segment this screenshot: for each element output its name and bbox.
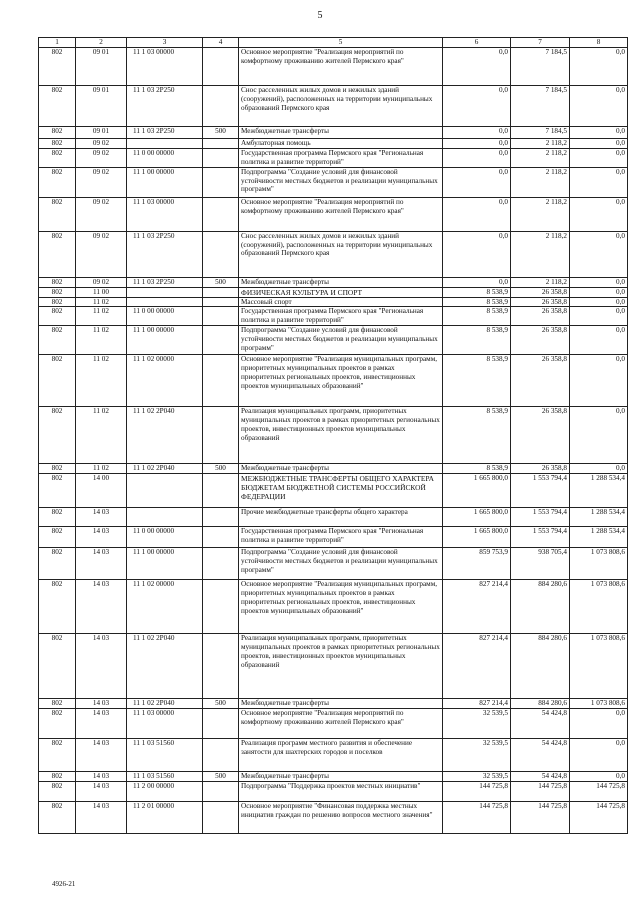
cell-target-article: 11 1 02 2Р040 (127, 634, 203, 699)
cell-expense-type: 500 (203, 127, 239, 139)
cell-target-article: 11 1 02 00000 (127, 355, 203, 407)
table-row (39, 801, 628, 833)
cell-name: Реализация программ местного развития и обеспечение занятости для шахтерских городов и поселков (239, 738, 443, 771)
cell-amount-col7: 54 424,8 (511, 708, 570, 738)
column-header: 7 (511, 38, 570, 48)
cell-amount-col7: 2 118,2 (511, 148, 570, 167)
table-row (39, 307, 628, 326)
cell-admin-code: 802 (39, 277, 76, 287)
cell-amount-col7: 26 358,8 (511, 287, 570, 297)
cell-target-article: 11 1 03 00000 (127, 48, 203, 86)
column-header-row (39, 38, 628, 48)
cell-admin-code: 802 (39, 326, 76, 355)
cell-target-article: 11 1 02 2Р040 (127, 464, 203, 474)
cell-amount-col6: 32 539,5 (443, 738, 511, 771)
cell-target-article: 11 0 00 00000 (127, 307, 203, 326)
cell-admin-code: 802 (39, 297, 76, 307)
cell-amount-col7: 7 184,5 (511, 127, 570, 139)
cell-admin-code: 802 (39, 355, 76, 407)
cell-amount-col6: 0,0 (443, 148, 511, 167)
cell-name: Государственная программа Пермского края "Региональная политика и развитие территорий" (239, 527, 443, 548)
cell-amount-col6: 827 214,4 (443, 634, 511, 699)
cell-amount-col8: 0,0 (570, 355, 628, 407)
table-row (39, 355, 628, 407)
column-header: 8 (570, 38, 628, 48)
cell-name: МЕЖБЮДЖЕТНЫЕ ТРАНСФЕРТЫ ОБЩЕГО ХАРАКТЕРА БЮДЖЕТАМ БЮДЖЕТНОЙ СИСТЕМЫ РОССИЙСКОЙ ФЕДЕРАЦИИ (239, 474, 443, 508)
cell-target-article: 11 1 03 51560 (127, 771, 203, 781)
cell-name: Государственная программа Пермского края "Региональная политика и развитие территорий" (239, 148, 443, 167)
cell-amount-col7: 26 358,8 (511, 326, 570, 355)
cell-target-article: 11 1 03 2Р250 (127, 86, 203, 127)
cell-expense-type (203, 407, 239, 464)
table-row (39, 297, 628, 307)
cell-amount-col6: 0,0 (443, 167, 511, 197)
cell-name: Межбюджетные трансферты (239, 771, 443, 781)
cell-target-article: 11 1 00 00000 (127, 326, 203, 355)
cell-admin-code: 802 (39, 139, 76, 149)
cell-admin-code: 802 (39, 548, 76, 580)
cell-amount-col8: 144 725,8 (570, 781, 628, 801)
cell-amount-col7: 26 358,8 (511, 464, 570, 474)
cell-section: 14 00 (76, 474, 127, 508)
table-row (39, 771, 628, 781)
cell-section: 09 02 (76, 167, 127, 197)
table-row (39, 139, 628, 149)
cell-amount-col6: 0,0 (443, 48, 511, 86)
cell-expense-type (203, 197, 239, 231)
cell-amount-col6: 1 665 800,0 (443, 474, 511, 508)
cell-target-article: 11 1 03 00000 (127, 708, 203, 738)
table-row (39, 548, 628, 580)
cell-target-article (127, 287, 203, 297)
cell-amount-col8: 0,0 (570, 231, 628, 277)
cell-section: 11 02 (76, 307, 127, 326)
cell-amount-col7: 1 553 794,4 (511, 527, 570, 548)
cell-name: Снос расселенных жилых домов и нежилых зданий (сооружений), расположенных на территории муниципальных образований Пермского края (239, 231, 443, 277)
page-number: 5 (317, 10, 323, 21)
cell-section: 14 03 (76, 508, 127, 527)
table-row (39, 197, 628, 231)
cell-amount-col6: 8 538,9 (443, 407, 511, 464)
column-header: 2 (76, 38, 127, 48)
cell-section: 11 02 (76, 326, 127, 355)
cell-amount-col8: 0,0 (570, 48, 628, 86)
cell-admin-code: 802 (39, 407, 76, 464)
cell-expense-type (203, 708, 239, 738)
cell-expense-type (203, 355, 239, 407)
cell-amount-col6: 0,0 (443, 231, 511, 277)
cell-amount-col7: 2 118,2 (511, 197, 570, 231)
table-row (39, 708, 628, 738)
cell-name: Снос расселенных жилых домов и нежилых зданий (сооружений), расположенных на территории муниципальных образований Пермского края (239, 86, 443, 127)
cell-admin-code: 802 (39, 464, 76, 474)
table-row (39, 127, 628, 139)
table-row (39, 326, 628, 355)
cell-section: 11 02 (76, 297, 127, 307)
cell-admin-code: 802 (39, 127, 76, 139)
cell-admin-code: 802 (39, 508, 76, 527)
cell-section: 14 03 (76, 634, 127, 699)
cell-name: Основное мероприятие "Реализация мероприятий по комфортному проживанию жителей Пермского края" (239, 48, 443, 86)
cell-amount-col7: 1 553 794,4 (511, 508, 570, 527)
cell-amount-col8: 0,0 (570, 708, 628, 738)
cell-target-article (127, 508, 203, 527)
cell-amount-col7: 26 358,8 (511, 307, 570, 326)
table-row (39, 407, 628, 464)
cell-amount-col8: 1 073 808,6 (570, 634, 628, 699)
cell-expense-type (203, 527, 239, 548)
cell-target-article: 11 1 03 2Р250 (127, 127, 203, 139)
cell-amount-col8: 0,0 (570, 738, 628, 771)
cell-target-article: 11 1 03 2Р250 (127, 231, 203, 277)
cell-amount-col6: 1 665 800,0 (443, 508, 511, 527)
cell-expense-type: 500 (203, 464, 239, 474)
cell-admin-code: 802 (39, 307, 76, 326)
cell-admin-code: 802 (39, 708, 76, 738)
cell-amount-col7: 26 358,8 (511, 407, 570, 464)
cell-expense-type (203, 801, 239, 833)
cell-expense-type: 500 (203, 277, 239, 287)
table-row (39, 634, 628, 699)
cell-amount-col8: 1 288 534,4 (570, 474, 628, 508)
cell-amount-col7: 884 280,6 (511, 580, 570, 634)
cell-target-article: 11 1 03 00000 (127, 197, 203, 231)
cell-admin-code: 802 (39, 148, 76, 167)
table-row (39, 287, 628, 297)
cell-target-article: 11 1 02 2Р040 (127, 699, 203, 709)
column-header: 1 (39, 38, 76, 48)
cell-amount-col6: 8 538,9 (443, 326, 511, 355)
cell-amount-col7: 144 725,8 (511, 801, 570, 833)
cell-admin-code: 802 (39, 86, 76, 127)
cell-expense-type (203, 307, 239, 326)
cell-section: 11 00 (76, 287, 127, 297)
table-row (39, 48, 628, 86)
cell-amount-col8: 0,0 (570, 326, 628, 355)
cell-admin-code: 802 (39, 167, 76, 197)
cell-name: Основное мероприятие "Реализация мероприятий по комфортному проживанию жителей Пермского края" (239, 197, 443, 231)
cell-target-article (127, 474, 203, 508)
cell-amount-col8: 0,0 (570, 86, 628, 127)
cell-expense-type: 500 (203, 771, 239, 781)
cell-admin-code: 802 (39, 781, 76, 801)
cell-name: Реализация муниципальных программ, приоритетных муниципальных проектов в рамках приоритетных региональных проектов, инвестиционных проектов муниципальных образований (239, 634, 443, 699)
cell-expense-type (203, 48, 239, 86)
cell-target-article (127, 297, 203, 307)
cell-amount-col6: 8 538,9 (443, 287, 511, 297)
cell-expense-type: 500 (203, 699, 239, 709)
cell-amount-col8: 0,0 (570, 127, 628, 139)
cell-amount-col8: 1 288 534,4 (570, 508, 628, 527)
cell-name: ФИЗИЧЕСКАЯ КУЛЬТУРА И СПОРТ (239, 287, 443, 297)
cell-target-article: 11 1 02 2Р040 (127, 407, 203, 464)
cell-amount-col8: 1 073 808,6 (570, 548, 628, 580)
cell-amount-col7: 26 358,8 (511, 297, 570, 307)
cell-target-article: 11 1 02 00000 (127, 580, 203, 634)
cell-amount-col6: 1 665 800,0 (443, 527, 511, 548)
cell-expense-type (203, 148, 239, 167)
cell-amount-col8: 0,0 (570, 297, 628, 307)
cell-name: Подпрограмма "Создание условий для финансовой устойчивости местных бюджетов и реализации муниципальных программ" (239, 167, 443, 197)
cell-amount-col7: 2 118,2 (511, 167, 570, 197)
cell-section: 14 03 (76, 801, 127, 833)
cell-admin-code: 802 (39, 527, 76, 548)
cell-amount-col8: 0,0 (570, 277, 628, 287)
cell-amount-col8: 0,0 (570, 167, 628, 197)
cell-expense-type (203, 297, 239, 307)
cell-target-article: 11 0 00 00000 (127, 527, 203, 548)
cell-amount-col8: 0,0 (570, 139, 628, 149)
table-row (39, 148, 628, 167)
cell-amount-col6: 32 539,5 (443, 771, 511, 781)
cell-amount-col7: 938 705,4 (511, 548, 570, 580)
cell-target-article (127, 139, 203, 149)
cell-admin-code: 802 (39, 231, 76, 277)
cell-target-article: 11 1 00 00000 (127, 167, 203, 197)
cell-expense-type (203, 231, 239, 277)
table-row (39, 508, 628, 527)
cell-name: Основное мероприятие "Реализация муниципальных программ, приоритетных муниципальных проектов в рамках приоритетных региональных проектов, инвестиционных проектов муниципальных образований" (239, 355, 443, 407)
cell-admin-code: 802 (39, 738, 76, 771)
cell-section: 09 01 (76, 127, 127, 139)
column-header: 4 (203, 38, 239, 48)
cell-amount-col7: 54 424,8 (511, 738, 570, 771)
cell-amount-col8: 0,0 (570, 148, 628, 167)
cell-name: Основное мероприятие "Реализация мероприятий по комфортному проживанию жителей Пермского края" (239, 708, 443, 738)
cell-name: Межбюджетные трансферты (239, 127, 443, 139)
table-row (39, 699, 628, 709)
cell-amount-col8: 0,0 (570, 407, 628, 464)
cell-amount-col6: 8 538,9 (443, 297, 511, 307)
cell-expense-type (203, 326, 239, 355)
cell-amount-col6: 859 753,9 (443, 548, 511, 580)
table-row (39, 277, 628, 287)
cell-admin-code: 802 (39, 287, 76, 297)
cell-amount-col7: 884 280,6 (511, 634, 570, 699)
cell-expense-type (203, 167, 239, 197)
cell-name: Массовый спорт (239, 297, 443, 307)
cell-section: 14 03 (76, 699, 127, 709)
cell-amount-col7: 2 118,2 (511, 277, 570, 287)
cell-section: 11 02 (76, 355, 127, 407)
table-row (39, 231, 628, 277)
cell-section: 09 02 (76, 231, 127, 277)
cell-amount-col8: 0,0 (570, 464, 628, 474)
cell-name: Основное мероприятие "Реализация муниципальных программ, приоритетных муниципальных проектов в рамках приоритетных региональных проектов, инвестиционных проектов муниципальных образований" (239, 580, 443, 634)
cell-section: 14 03 (76, 527, 127, 548)
cell-amount-col7: 7 184,5 (511, 48, 570, 86)
cell-admin-code: 802 (39, 801, 76, 833)
cell-name: Подпрограмма "Создание условий для финансовой устойчивости местных бюджетов и реализации муниципальных программ" (239, 326, 443, 355)
cell-section: 09 02 (76, 197, 127, 231)
cell-admin-code: 802 (39, 48, 76, 86)
cell-amount-col8: 1 073 808,6 (570, 580, 628, 634)
cell-section: 14 03 (76, 580, 127, 634)
cell-target-article: 11 1 03 2Р250 (127, 277, 203, 287)
cell-amount-col6: 144 725,8 (443, 801, 511, 833)
table-row (39, 527, 628, 548)
cell-expense-type (203, 474, 239, 508)
cell-amount-col7: 2 118,2 (511, 231, 570, 277)
cell-expense-type (203, 634, 239, 699)
cell-expense-type (203, 580, 239, 634)
cell-amount-col8: 0,0 (570, 771, 628, 781)
cell-section: 14 03 (76, 708, 127, 738)
column-header: 6 (443, 38, 511, 48)
cell-section: 09 01 (76, 48, 127, 86)
cell-section: 14 03 (76, 781, 127, 801)
cell-amount-col8: 1 288 534,4 (570, 527, 628, 548)
cell-target-article: 11 2 00 00000 (127, 781, 203, 801)
cell-name: Реализация муниципальных программ, приоритетных муниципальных проектов в рамках приоритетных региональных проектов, инвестиционных проектов муниципальных образований (239, 407, 443, 464)
column-header: 3 (127, 38, 203, 48)
cell-expense-type (203, 781, 239, 801)
cell-section: 09 02 (76, 277, 127, 287)
document-code: 4926-21 (52, 880, 76, 888)
cell-section: 11 02 (76, 464, 127, 474)
cell-amount-col7: 7 184,5 (511, 86, 570, 127)
cell-name: Подпрограмма "Создание условий для финансовой устойчивости местных бюджетов и реализации муниципальных программ" (239, 548, 443, 580)
table-row (39, 580, 628, 634)
cell-amount-col6: 8 538,9 (443, 464, 511, 474)
cell-expense-type (203, 738, 239, 771)
cell-section: 09 01 (76, 86, 127, 127)
cell-name: Государственная программа Пермского края "Региональная политика и развитие территорий" (239, 307, 443, 326)
table-row (39, 167, 628, 197)
cell-section: 14 03 (76, 771, 127, 781)
cell-name: Основное мероприятие "Финансовая поддержка местных инициатив граждан по решению вопросов местного значения" (239, 801, 443, 833)
cell-name: Подпрограмма "Поддержка проектов местных инициатив" (239, 781, 443, 801)
cell-amount-col6: 0,0 (443, 86, 511, 127)
cell-amount-col7: 2 118,2 (511, 139, 570, 149)
cell-name: Межбюджетные трансферты (239, 277, 443, 287)
cell-admin-code: 802 (39, 474, 76, 508)
table-row (39, 738, 628, 771)
cell-target-article: 11 1 03 51560 (127, 738, 203, 771)
cell-admin-code: 802 (39, 771, 76, 781)
cell-section: 09 02 (76, 139, 127, 149)
cell-amount-col7: 54 424,8 (511, 771, 570, 781)
cell-amount-col6: 0,0 (443, 197, 511, 231)
cell-amount-col8: 0,0 (570, 197, 628, 231)
cell-amount-col8: 144 725,8 (570, 801, 628, 833)
cell-amount-col6: 8 538,9 (443, 307, 511, 326)
cell-admin-code: 802 (39, 197, 76, 231)
cell-target-article: 11 1 00 00000 (127, 548, 203, 580)
cell-name: Прочие межбюджетные трансферты общего характера (239, 508, 443, 527)
cell-amount-col6: 827 214,4 (443, 580, 511, 634)
cell-amount-col6: 0,0 (443, 127, 511, 139)
cell-target-article: 11 2 01 00000 (127, 801, 203, 833)
cell-amount-col7: 884 280,6 (511, 699, 570, 709)
cell-amount-col6: 827 214,4 (443, 699, 511, 709)
cell-amount-col8: 0,0 (570, 307, 628, 326)
cell-admin-code: 802 (39, 634, 76, 699)
cell-section: 14 03 (76, 738, 127, 771)
table-row (39, 464, 628, 474)
cell-expense-type (203, 287, 239, 297)
column-header: 5 (239, 38, 443, 48)
cell-expense-type (203, 548, 239, 580)
cell-name: Межбюджетные трансферты (239, 699, 443, 709)
cell-amount-col8: 1 073 808,6 (570, 699, 628, 709)
budget-table (38, 37, 628, 834)
cell-amount-col7: 1 553 794,4 (511, 474, 570, 508)
cell-section: 11 02 (76, 407, 127, 464)
cell-name: Межбюджетные трансферты (239, 464, 443, 474)
cell-amount-col6: 0,0 (443, 277, 511, 287)
cell-section: 09 02 (76, 148, 127, 167)
cell-amount-col8: 0,0 (570, 287, 628, 297)
cell-amount-col7: 26 358,8 (511, 355, 570, 407)
cell-admin-code: 802 (39, 580, 76, 634)
cell-amount-col6: 0,0 (443, 139, 511, 149)
cell-amount-col7: 144 725,8 (511, 781, 570, 801)
table-row (39, 474, 628, 508)
cell-expense-type (203, 86, 239, 127)
cell-amount-col6: 8 538,9 (443, 355, 511, 407)
cell-expense-type (203, 139, 239, 149)
cell-name: Амбулаторная помощь (239, 139, 443, 149)
cell-target-article: 11 0 00 00000 (127, 148, 203, 167)
cell-amount-col6: 32 539,5 (443, 708, 511, 738)
cell-section: 14 03 (76, 548, 127, 580)
table-row (39, 781, 628, 801)
cell-amount-col6: 144 725,8 (443, 781, 511, 801)
cell-admin-code: 802 (39, 699, 76, 709)
table-row (39, 86, 628, 127)
cell-expense-type (203, 508, 239, 527)
